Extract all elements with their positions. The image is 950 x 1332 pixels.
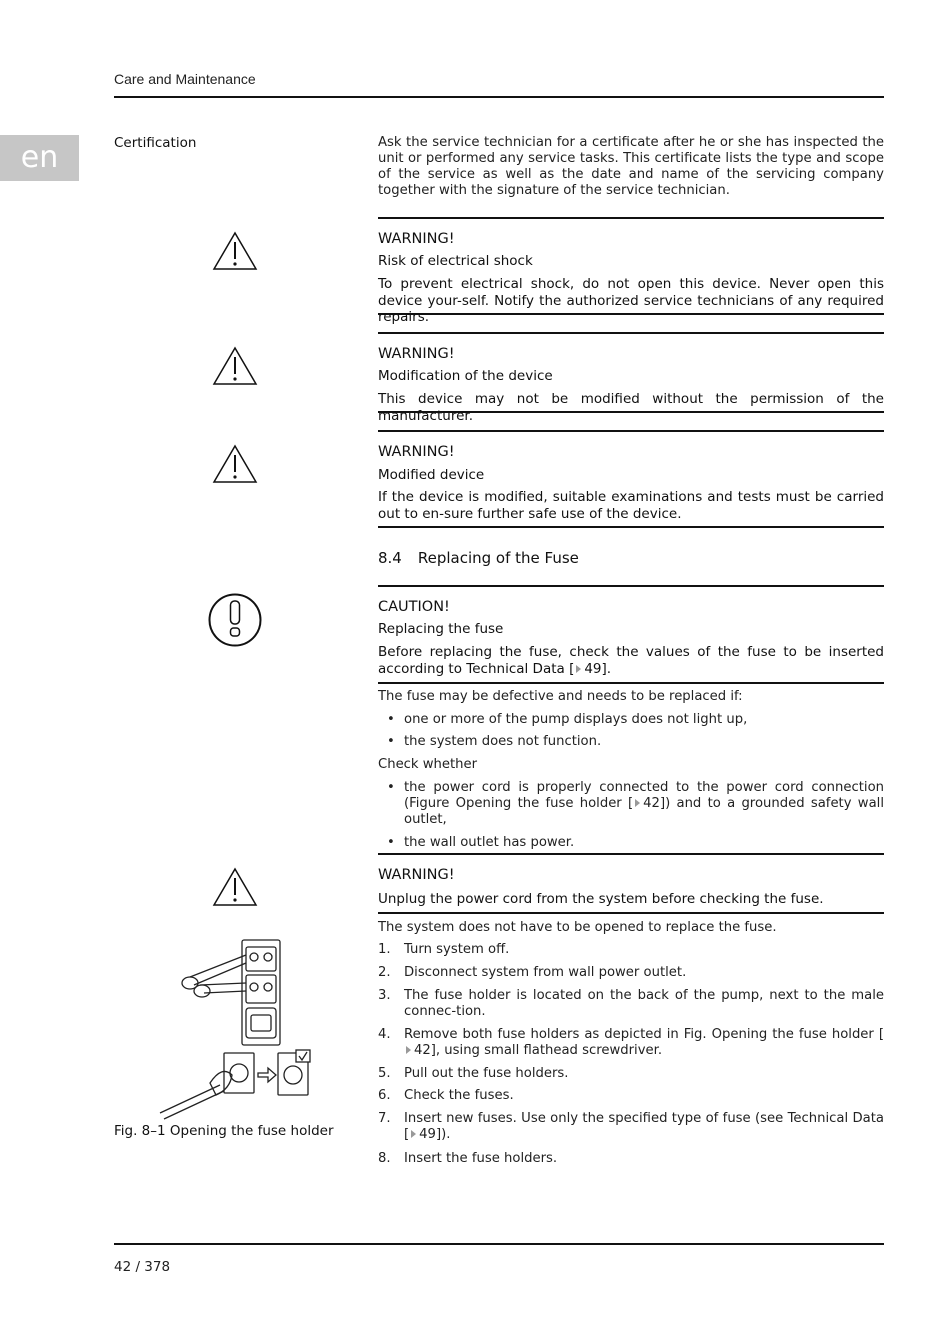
warning-subtitle: Risk of electrical shock: [378, 253, 533, 269]
fuse-holder-illustration: [150, 935, 320, 1120]
certification-text: Ask the service technician for a certificate after he or she has inspected the unit or performed any service tasks. This certificate lists the type and scope of the service as well as the date and name of the servicing company together with the signature of the service technician.: [378, 135, 884, 198]
warning-subtitle: Modification of the device: [378, 368, 553, 384]
page-reference-link[interactable]: 49: [419, 1127, 436, 1142]
reference-arrow-icon: [406, 1046, 411, 1054]
page-number: 42 / 378: [114, 1259, 171, 1275]
warning-title: WARNING!: [378, 444, 455, 460]
caution-message: Before replacing the fuse, check the values of the fuse to be inserted according to Technical Data [ 49].: [378, 644, 884, 677]
page-reference-link[interactable]: 42: [414, 1043, 431, 1058]
list-item: • the system does not function.: [378, 734, 884, 750]
warning-triangle-icon: [212, 230, 258, 272]
warning-subtitle: Modified device: [378, 467, 485, 483]
running-header: Care and Maintenance: [114, 71, 256, 87]
warning-message: Unplug the power cord from the system before checking the fuse.: [378, 891, 824, 907]
list-item: 5. Pull out the fuse holders.: [378, 1066, 569, 1081]
list-item: 3. The fuse holder is located on the back of the pump, next to the male connec-tion.: [378, 988, 884, 1019]
page-reference-link[interactable]: 42: [643, 796, 660, 811]
list-item: 1. Turn system off.: [378, 942, 510, 957]
section-number: 8.4: [378, 549, 402, 567]
list-item: 7. Insert new fuses. Use only the specified type of fuse (see Technical Data [ 49]).: [378, 1111, 884, 1142]
warning-triangle-icon: [212, 443, 258, 485]
check-intro: Check whether: [378, 757, 478, 772]
warning-title: WARNING!: [378, 231, 455, 247]
check-list: [378, 780, 884, 851]
warning-bottom-rule: [378, 313, 884, 315]
language-tab: en: [0, 135, 79, 181]
caution-title: CAUTION!: [378, 599, 450, 615]
section-heading: [378, 549, 579, 567]
list-item: 4. Remove both fuse holders as depicted in Fig. Opening the fuse holder [42], using small flathead screwdriver.: [378, 1027, 884, 1058]
defective-list: [378, 712, 884, 750]
caution-icon: [206, 592, 264, 648]
warning-title: WARNING!: [378, 867, 455, 883]
list-item: 2. Disconnect system from wall power outlet.: [378, 965, 687, 980]
page-reference-link[interactable]: 49: [584, 660, 602, 677]
caution-bottom-rule: [378, 682, 884, 684]
header-rule: [114, 96, 884, 98]
warning-message: If the device is modified, suitable examinations and tests must be carried out to en-sure further safe use of the device.: [378, 489, 884, 522]
warning-top-rule: [378, 430, 884, 432]
warning-message: This device may not be modified without the permission of the manufacturer.: [378, 391, 884, 424]
warning-message: To prevent electrical shock, do not open this device. Never open this device your-self. Notify the authorized service technicians of any required repairs.: [378, 276, 884, 325]
reference-arrow-icon: [635, 799, 640, 807]
certification-label: Certification: [114, 135, 197, 151]
list-item: 6. Check the fuses.: [378, 1088, 514, 1103]
warning-top-rule: [378, 853, 884, 855]
footer-rule: [114, 1243, 884, 1245]
list-item: • the wall outlet has power.: [378, 835, 884, 851]
reference-arrow-icon: [411, 1130, 416, 1138]
steps-intro: The system does not have to be opened to replace the fuse.: [378, 920, 777, 935]
section-title: Replacing of the Fuse: [417, 549, 579, 567]
figure-caption: Fig. 8–1 Opening the fuse holder: [114, 1123, 334, 1139]
list-item: 8. Insert the fuse holders.: [378, 1151, 558, 1166]
warning-top-rule: [378, 332, 884, 334]
list-item: • one or more of the pump displays does not light up,: [378, 712, 884, 728]
caution-top-rule: [378, 585, 884, 587]
reference-arrow-icon: [576, 665, 581, 673]
warning-bottom-rule: [378, 912, 884, 914]
warning-top-rule: [378, 217, 884, 219]
warning-bottom-rule: [378, 526, 884, 528]
warning-bottom-rule: [378, 411, 884, 413]
list-item: • the power cord is properly connected to the power cord connection (Figure Opening the fuse holder [ 42]) and to a grounded safety wall outlet,: [378, 780, 884, 828]
warning-title: WARNING!: [378, 346, 455, 362]
caution-subtitle: Replacing the fuse: [378, 621, 504, 637]
warning-triangle-icon: [212, 866, 258, 908]
warning-triangle-icon: [212, 345, 258, 387]
defective-intro: The fuse may be defective and needs to be replaced if:: [378, 689, 743, 704]
